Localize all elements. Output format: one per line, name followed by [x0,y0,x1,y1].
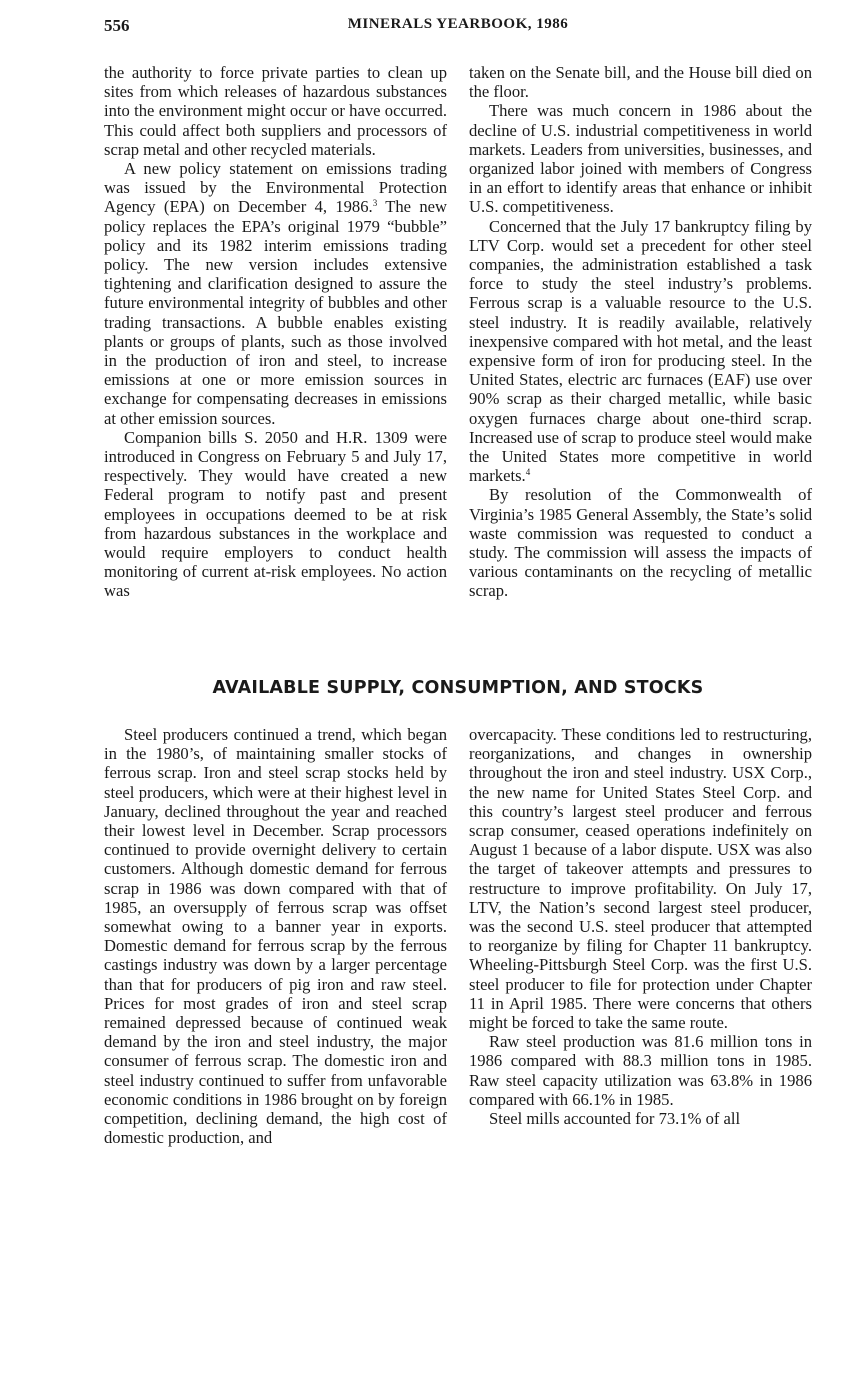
paragraph-text: The new policy replaces the EPA’s original 1979 “bubble” policy and its 1982 interim emissions trading policy. The new version includes extensive tightening and clarification designed to assure the future environmental integrity of bubbles and other trading transactions. A bubble enables existing plants or groups of plants, such as those involved in the production of iron and steel, to increase emissions at one or more emission sources in exchange for compensating decreases in emissions at other emission sources. [104,197,447,428]
paragraph: overcapacity. These conditions led to restructuring, reorganizations, and changes in ownership throughout the iron and steel industry. USX Corp., the new name for United States Steel Corp. and this country’s largest steel producer and ferrous scrap consumer, ceased operations indefinitely on August 1 because of a labor dispute. USX was also the target of takeover attempts and pressures to restructure to improve profitability. On July 17, LTV, the Nation’s second largest steel producer, was the second U.S. steel producer that attempted to reorganize by filing for Chapter 11 bankruptcy. Wheeling-Pittsburgh Steel Corp. was the first U.S. steel producer to file for protection under Chapter 11 in April 1985. There were concerns that others might be forced to take the same route. [469,725,812,1033]
section-heading: AVAILABLE SUPPLY, CONSUMPTION, AND STOCKS [212,678,704,698]
page-number: 556 [104,16,130,35]
paragraph: Raw steel production was 81.6 million tons in 1986 compared with 88.3 million tons in 1985. Raw steel capacity utilization was 63.8% in 1986 compared with 66.1% in 1985. [469,1032,812,1109]
paragraph: the authority to force private parties to clean up sites from which releases of hazardous substances into the environment might occur or have occurred. This could affect both suppliers and processors of scrap metal and other recycled materials. [104,63,447,159]
top-columns [104,63,812,601]
running-title: MINERALS YEARBOOK, 1986 [347,16,569,32]
page-header [104,16,812,40]
paragraph: Steel mills accounted for 73.1% of all [489,1109,741,1129]
left-column-top [104,63,447,601]
paragraph-text: A new policy statement on emissions trading was issued by the Environmental Protection Agency (EPA) on December 4, 1986. [104,159,447,217]
left-column-bottom [104,725,447,1147]
paragraph: Companion bills S. 2050 and H.R. 1309 were introduced in Congress on February 5 and July 17, respectively. They would have created a new Federal program to notify past and present employees in occupations deemed to be at risk from hazardous substances in the workplace and would require employers to conduct health monitoring of current at-risk employees. No action was [104,427,447,601]
paragraph-text: Concerned that the July 17 bankruptcy filing by LTV Corp. would set a precedent for other steel companies, the administration established a task force to study the steel industry’s problems. Ferrous scrap is a valuable resource to the U.S. steel industry. It is readily available, relatively inexpensive compared with hot metal, and the least expensive form of iron for producing steel. In the United States, electric arc furnaces (EAF) use over 90% scrap as their charged metallic, while basic oxygen furnaces charge about one-third scrap. Increased use of scrap to produce steel would make the United States more competitive in world markets. [469,216,812,486]
right-column-bottom [469,725,812,1147]
paragraph: taken on the Senate bill, and the House bill died on the floor. [469,63,812,102]
footnote-ref: 3 [372,198,378,209]
paragraph: There was much concern in 1986 about the decline of U.S. industrial competitiveness in world markets. Leaders from universities, businesses, and organized labor joined with members of Congress in an effort to identify areas that enhance or inhibit U.S. competitiveness. [469,101,812,217]
right-column-top [469,63,812,601]
paragraph: Steel producers continued a trend, which began in the 1980’s, of maintaining smaller stocks of ferrous scrap. Iron and steel scrap stocks held by steel producers, which were at their highest level in January, declined throughout the year and reached their lowest level in December. Scrap processors continued to provide overnight delivery to certain customers. Although domestic demand for ferrous scrap in 1986 was down compared with that of 1985, an oversupply of ferrous scrap was offset somewhat owing to a banner year in exports. Domestic demand for ferrous scrap by the ferrous castings industry was down by a larger percentage than that for producers of pig iron and raw steel. Prices for most grades of iron and steel scrap remained depressed because of continued weak demand by the iron and steel industry, the major consumer of ferrous scrap. The domestic iron and steel industry continued to suffer from unfavorable economic conditions in 1986 brought on by foreign competition, declining demand, the high cost of domestic production, and [104,725,447,1148]
footnote-ref: 4 [525,467,531,478]
bottom-columns [104,725,812,1147]
paragraph [104,159,447,428]
paragraph: By resolution of the Commonwealth of Virginia’s 1985 General Assembly, the State’s solid waste commission was requested to conduct a study. The commission will assess the impacts of various contaminants on the recycling of metallic scrap. [469,485,812,601]
paragraph [469,217,812,486]
